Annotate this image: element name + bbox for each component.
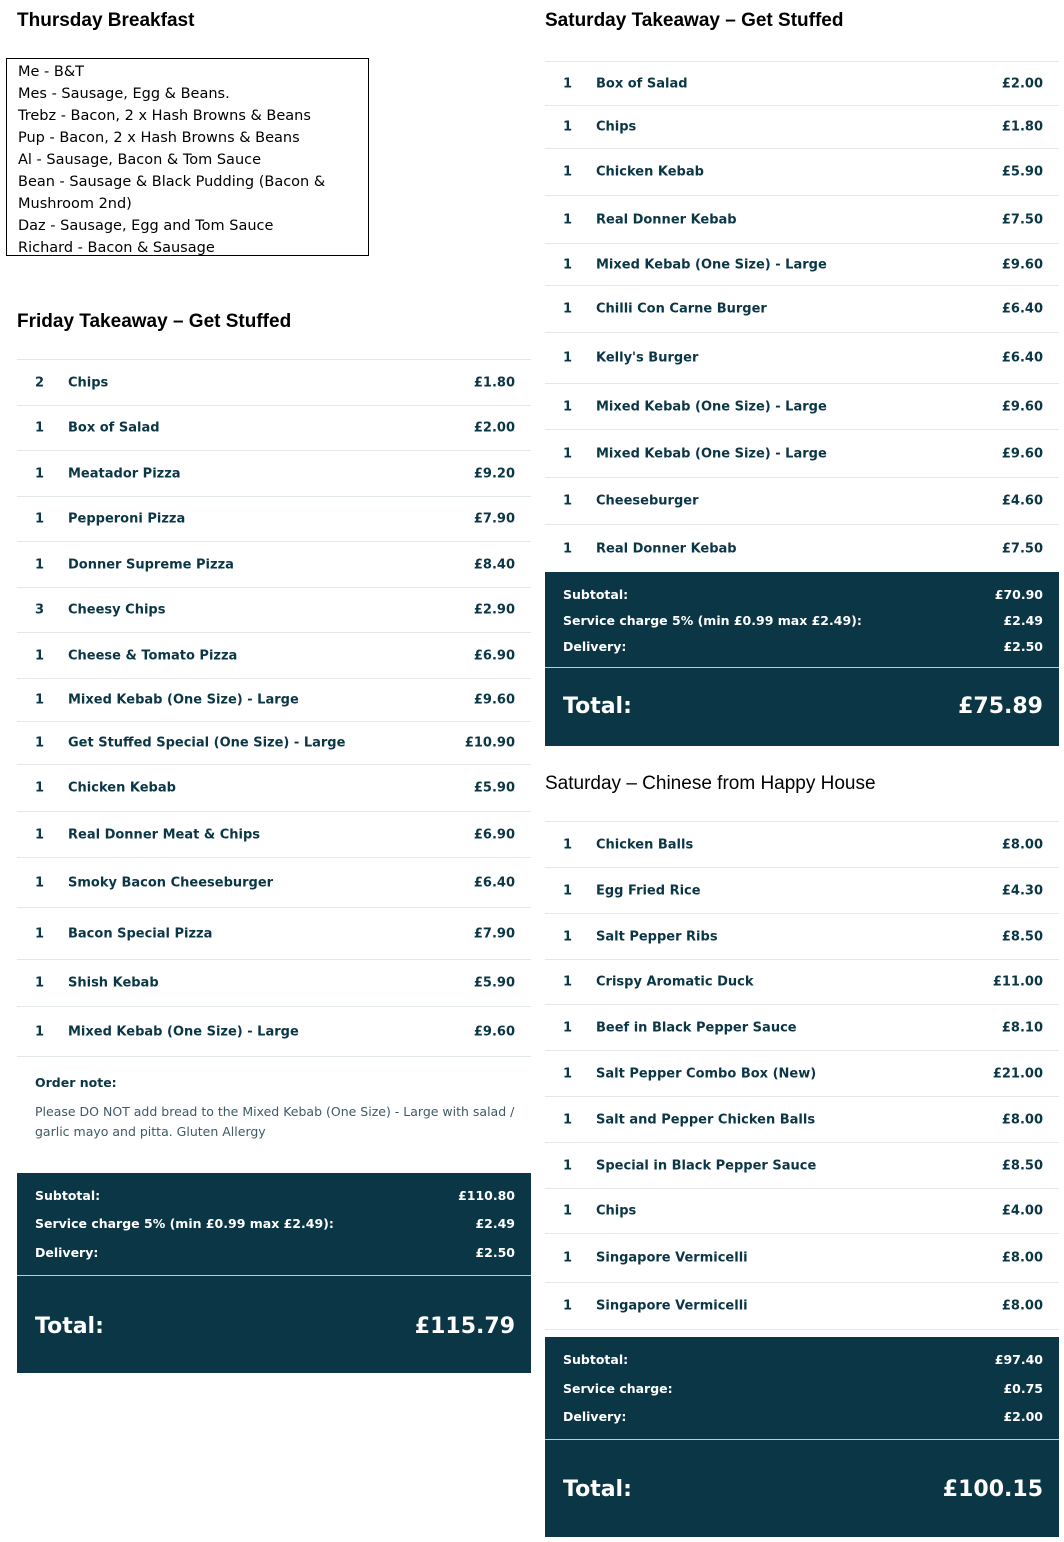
- item-name: Real Donner Meat & Chips: [68, 827, 260, 842]
- friday-summary: [17, 1173, 531, 1373]
- item-qty: 1: [563, 350, 573, 366]
- item-price: £11.00: [992, 974, 1043, 990]
- item-qty: 1: [563, 446, 573, 461]
- service-charge-value: £2.49: [1003, 613, 1043, 628]
- item-price: £7.50: [1001, 541, 1043, 556]
- item-price: £5.90: [473, 975, 515, 991]
- chinese-order-list: [545, 821, 1059, 1330]
- item-price: £7.90: [473, 926, 515, 941]
- total-label: Total:: [563, 1477, 632, 1502]
- item-qty: 1: [563, 1250, 573, 1266]
- item-qty: 1: [563, 1298, 573, 1314]
- total-label: Total:: [35, 1314, 104, 1339]
- order-item-row: [545, 332, 1059, 383]
- friday-order-list: [17, 359, 531, 1056]
- item-qty: 1: [35, 420, 45, 436]
- item-qty: 1: [563, 929, 573, 944]
- item-name: Crispy Aromatic Duck: [596, 974, 754, 990]
- item-qty: 1: [563, 493, 573, 509]
- breakfast-line: Al - Sausage, Bacon & Tom Sauce: [18, 152, 262, 168]
- item-price: £8.00: [1001, 837, 1043, 852]
- service-charge-label: Service charge 5% (min £0.99 max £2.49):: [35, 1216, 334, 1231]
- breakfast-line: Me - B&T: [18, 64, 84, 80]
- saturday-title: Saturday Takeaway – Get Stuffed: [545, 10, 844, 31]
- summary-divider: [545, 1439, 1059, 1440]
- order-item-row: [17, 959, 531, 1006]
- order-item-row: [17, 678, 531, 721]
- item-qty: 1: [35, 926, 45, 941]
- item-name: Kelly's Burger: [596, 350, 699, 366]
- breakfast-line: Richard - Bacon & Sausage: [18, 240, 215, 256]
- saturday-summary: [545, 572, 1059, 746]
- delivery-label: Delivery:: [563, 639, 627, 654]
- order-item-row: [17, 632, 531, 678]
- order-item-row: [17, 541, 531, 587]
- breakfast-order-box: [6, 58, 369, 256]
- item-price: £4.30: [1001, 883, 1043, 898]
- item-qty: 1: [35, 648, 45, 663]
- item-price: £4.60: [1001, 493, 1043, 509]
- total-value: £75.89: [958, 694, 1043, 719]
- item-qty: 1: [563, 1203, 573, 1219]
- order-item-row: [545, 1233, 1059, 1282]
- thursday-title: Thursday Breakfast: [17, 10, 195, 31]
- order-item-row: [545, 1096, 1059, 1142]
- item-price: £2.00: [473, 420, 515, 436]
- item-price: £1.80: [473, 375, 515, 390]
- item-name: Salt Pepper Combo Box (New): [596, 1066, 817, 1081]
- item-qty: 3: [35, 602, 45, 618]
- item-price: £9.20: [473, 466, 515, 481]
- item-name: Chicken Balls: [596, 837, 694, 852]
- item-price: £7.90: [473, 511, 515, 527]
- breakfast-line: Daz - Sausage, Egg and Tom Sauce: [18, 218, 274, 234]
- item-qty: 1: [563, 399, 573, 414]
- item-price: £8.00: [1001, 1250, 1043, 1266]
- total-value: £115.79: [414, 1314, 515, 1339]
- item-name: Cheese & Tomato Pizza: [68, 648, 238, 663]
- order-item-row: [545, 61, 1059, 105]
- list-end-divider: [17, 1056, 531, 1057]
- item-price: £9.60: [473, 692, 515, 708]
- item-name: Mixed Kebab (One Size) - Large: [596, 399, 827, 414]
- item-name: Special in Black Pepper Sauce: [596, 1158, 817, 1173]
- item-qty: 1: [35, 975, 45, 991]
- item-name: Cheesy Chips: [68, 602, 166, 618]
- order-item-row: [545, 821, 1059, 867]
- order-item-row: [17, 359, 531, 405]
- order-item-row: [17, 405, 531, 450]
- breakfast-line: Trebz - Bacon, 2 x Hash Browns & Beans: [18, 108, 311, 124]
- item-name: Meatador Pizza: [68, 466, 181, 481]
- item-name: Chicken Kebab: [596, 164, 704, 180]
- order-item-row: [17, 1006, 531, 1056]
- item-qty: 1: [563, 837, 573, 852]
- item-qty: 1: [35, 466, 45, 481]
- friday-title: Friday Takeaway – Get Stuffed: [17, 311, 292, 332]
- item-name: Salt Pepper Ribs: [596, 929, 718, 944]
- item-price: £8.00: [1001, 1112, 1043, 1127]
- item-price: £8.50: [1001, 1158, 1043, 1173]
- order-item-row: [17, 721, 531, 764]
- order-item-row: [545, 1188, 1059, 1233]
- item-name: Shish Kebab: [68, 975, 159, 991]
- item-name: Mixed Kebab (One Size) - Large: [596, 257, 827, 272]
- item-name: Cheeseburger: [596, 493, 699, 509]
- order-item-row: [545, 285, 1059, 332]
- item-name: Singapore Vermicelli: [596, 1298, 748, 1314]
- item-price: £9.60: [1001, 446, 1043, 461]
- total-label: Total:: [563, 694, 632, 719]
- item-name: Salt and Pepper Chicken Balls: [596, 1112, 816, 1127]
- item-qty: 1: [35, 827, 45, 842]
- breakfast-line: Mes - Sausage, Egg & Beans.: [18, 86, 230, 102]
- item-qty: 1: [563, 541, 573, 556]
- item-qty: 1: [563, 1066, 573, 1081]
- item-name: Mixed Kebab (One Size) - Large: [68, 692, 299, 708]
- order-item-row: [545, 959, 1059, 1004]
- order-item-row: [545, 105, 1059, 148]
- item-name: Mixed Kebab (One Size) - Large: [596, 446, 827, 461]
- order-note-label: Order note:: [35, 1075, 117, 1090]
- subtotal-label: Subtotal:: [563, 587, 629, 602]
- item-qty: 1: [35, 735, 45, 751]
- delivery-label: Delivery:: [563, 1409, 627, 1424]
- item-price: £6.40: [1001, 350, 1043, 366]
- item-qty: 1: [35, 511, 45, 527]
- item-price: £8.00: [1001, 1298, 1043, 1314]
- item-price: £9.60: [1001, 257, 1043, 272]
- item-name: Get Stuffed Special (One Size) - Large: [68, 735, 346, 751]
- item-price: £10.90: [464, 735, 515, 751]
- order-item-row: [545, 477, 1059, 524]
- order-item-row: [545, 524, 1059, 572]
- item-name: Real Donner Kebab: [596, 212, 737, 227]
- service-charge-value: £2.49: [475, 1216, 515, 1231]
- item-name: Egg Fried Rice: [596, 883, 701, 898]
- order-item-row: [545, 1004, 1059, 1050]
- item-price: £8.10: [1001, 1020, 1043, 1035]
- item-price: £8.50: [1001, 929, 1043, 944]
- total-value: £100.15: [942, 1477, 1043, 1502]
- item-price: £2.90: [473, 602, 515, 618]
- item-qty: 1: [35, 780, 45, 796]
- item-price: £9.60: [1001, 399, 1043, 414]
- order-item-row: [17, 907, 531, 959]
- order-item-row: [545, 148, 1059, 195]
- item-qty: 1: [563, 76, 573, 91]
- order-item-row: [545, 1282, 1059, 1329]
- item-price: £1.80: [1001, 119, 1043, 135]
- item-name: Pepperoni Pizza: [68, 511, 186, 527]
- saturday-order-list: [545, 61, 1059, 572]
- item-name: Box of Salad: [596, 76, 688, 91]
- item-name: Singapore Vermicelli: [596, 1250, 748, 1266]
- item-qty: 1: [563, 212, 573, 227]
- item-name: Real Donner Kebab: [596, 541, 737, 556]
- order-item-row: [17, 857, 531, 907]
- order-item-row: [17, 811, 531, 857]
- subtotal-value: £97.40: [994, 1352, 1043, 1367]
- item-name: Bacon Special Pizza: [68, 926, 213, 941]
- order-item-row: [545, 429, 1059, 477]
- item-price: £5.90: [1001, 164, 1043, 180]
- item-qty: 1: [563, 257, 573, 272]
- item-price: £2.00: [1001, 76, 1043, 91]
- order-item-row: [545, 195, 1059, 243]
- item-price: £9.60: [473, 1024, 515, 1039]
- item-price: £6.40: [1001, 301, 1043, 317]
- item-qty: 2: [35, 375, 45, 390]
- item-price: £7.50: [1001, 212, 1043, 227]
- delivery-label: Delivery:: [35, 1245, 99, 1260]
- item-qty: 1: [35, 557, 45, 572]
- breakfast-line: Bean - Sausage & Black Pudding (Bacon & Mushroom 2nd): [18, 174, 326, 212]
- item-price: £5.90: [473, 780, 515, 796]
- list-end-divider: [545, 1329, 1059, 1330]
- order-item-row: [545, 867, 1059, 913]
- item-qty: 1: [35, 1024, 45, 1039]
- item-qty: 1: [563, 883, 573, 898]
- subtotal-value: £70.90: [994, 587, 1043, 602]
- item-qty: 1: [563, 974, 573, 990]
- order-item-row: [17, 587, 531, 632]
- order-item-row: [17, 496, 531, 541]
- item-price: £4.00: [1001, 1203, 1043, 1219]
- service-charge-label: Service charge:: [563, 1381, 673, 1396]
- item-qty: 1: [563, 119, 573, 135]
- order-note-text: Please DO NOT add bread to the Mixed Kebab (One Size) - Large with salad / garlic mayo and pitta. Gluten Allergy: [35, 1104, 515, 1139]
- service-charge-value: £0.75: [1003, 1381, 1043, 1396]
- order-item-row: [545, 243, 1059, 285]
- item-qty: 1: [35, 875, 45, 890]
- order-item-row: [17, 764, 531, 811]
- item-qty: 1: [563, 1020, 573, 1035]
- delivery-value: £2.50: [475, 1245, 515, 1260]
- breakfast-line: Pup - Bacon, 2 x Hash Browns & Beans: [18, 130, 300, 146]
- item-qty: 1: [563, 301, 573, 317]
- order-item-row: [545, 1142, 1059, 1188]
- item-qty: 1: [563, 1112, 573, 1127]
- item-name: Chips: [68, 375, 109, 390]
- item-qty: 1: [563, 164, 573, 180]
- item-name: Chips: [596, 119, 637, 135]
- item-name: Box of Salad: [68, 420, 160, 436]
- order-item-row: [545, 1050, 1059, 1096]
- item-price: £6.40: [473, 875, 515, 890]
- subtotal-label: Subtotal:: [35, 1188, 101, 1203]
- chinese-title: Saturday – Chinese from Happy House: [545, 773, 876, 794]
- item-price: £21.00: [992, 1066, 1043, 1081]
- summary-divider: [17, 1275, 531, 1276]
- item-name: Chicken Kebab: [68, 780, 176, 796]
- item-name: Chips: [596, 1203, 637, 1219]
- item-name: Mixed Kebab (One Size) - Large: [68, 1024, 299, 1039]
- order-item-row: [545, 913, 1059, 959]
- delivery-value: £2.00: [1003, 1409, 1043, 1424]
- item-price: £6.90: [473, 648, 515, 663]
- item-price: £8.40: [473, 557, 515, 572]
- item-name: Chilli Con Carne Burger: [596, 301, 767, 317]
- chinese-summary: [545, 1337, 1059, 1537]
- item-price: £6.90: [473, 827, 515, 842]
- item-name: Smoky Bacon Cheeseburger: [68, 875, 274, 890]
- item-qty: 1: [563, 1158, 573, 1173]
- item-name: Donner Supreme Pizza: [68, 557, 234, 572]
- order-item-row: [17, 450, 531, 496]
- item-name: Beef in Black Pepper Sauce: [596, 1020, 797, 1035]
- service-charge-label: Service charge 5% (min £0.99 max £2.49):: [563, 613, 862, 628]
- subtotal-label: Subtotal:: [563, 1352, 629, 1367]
- subtotal-value: £110.80: [458, 1188, 515, 1203]
- summary-divider: [545, 667, 1059, 668]
- order-item-row: [545, 383, 1059, 429]
- item-qty: 1: [35, 692, 45, 708]
- delivery-value: £2.50: [1003, 639, 1043, 654]
